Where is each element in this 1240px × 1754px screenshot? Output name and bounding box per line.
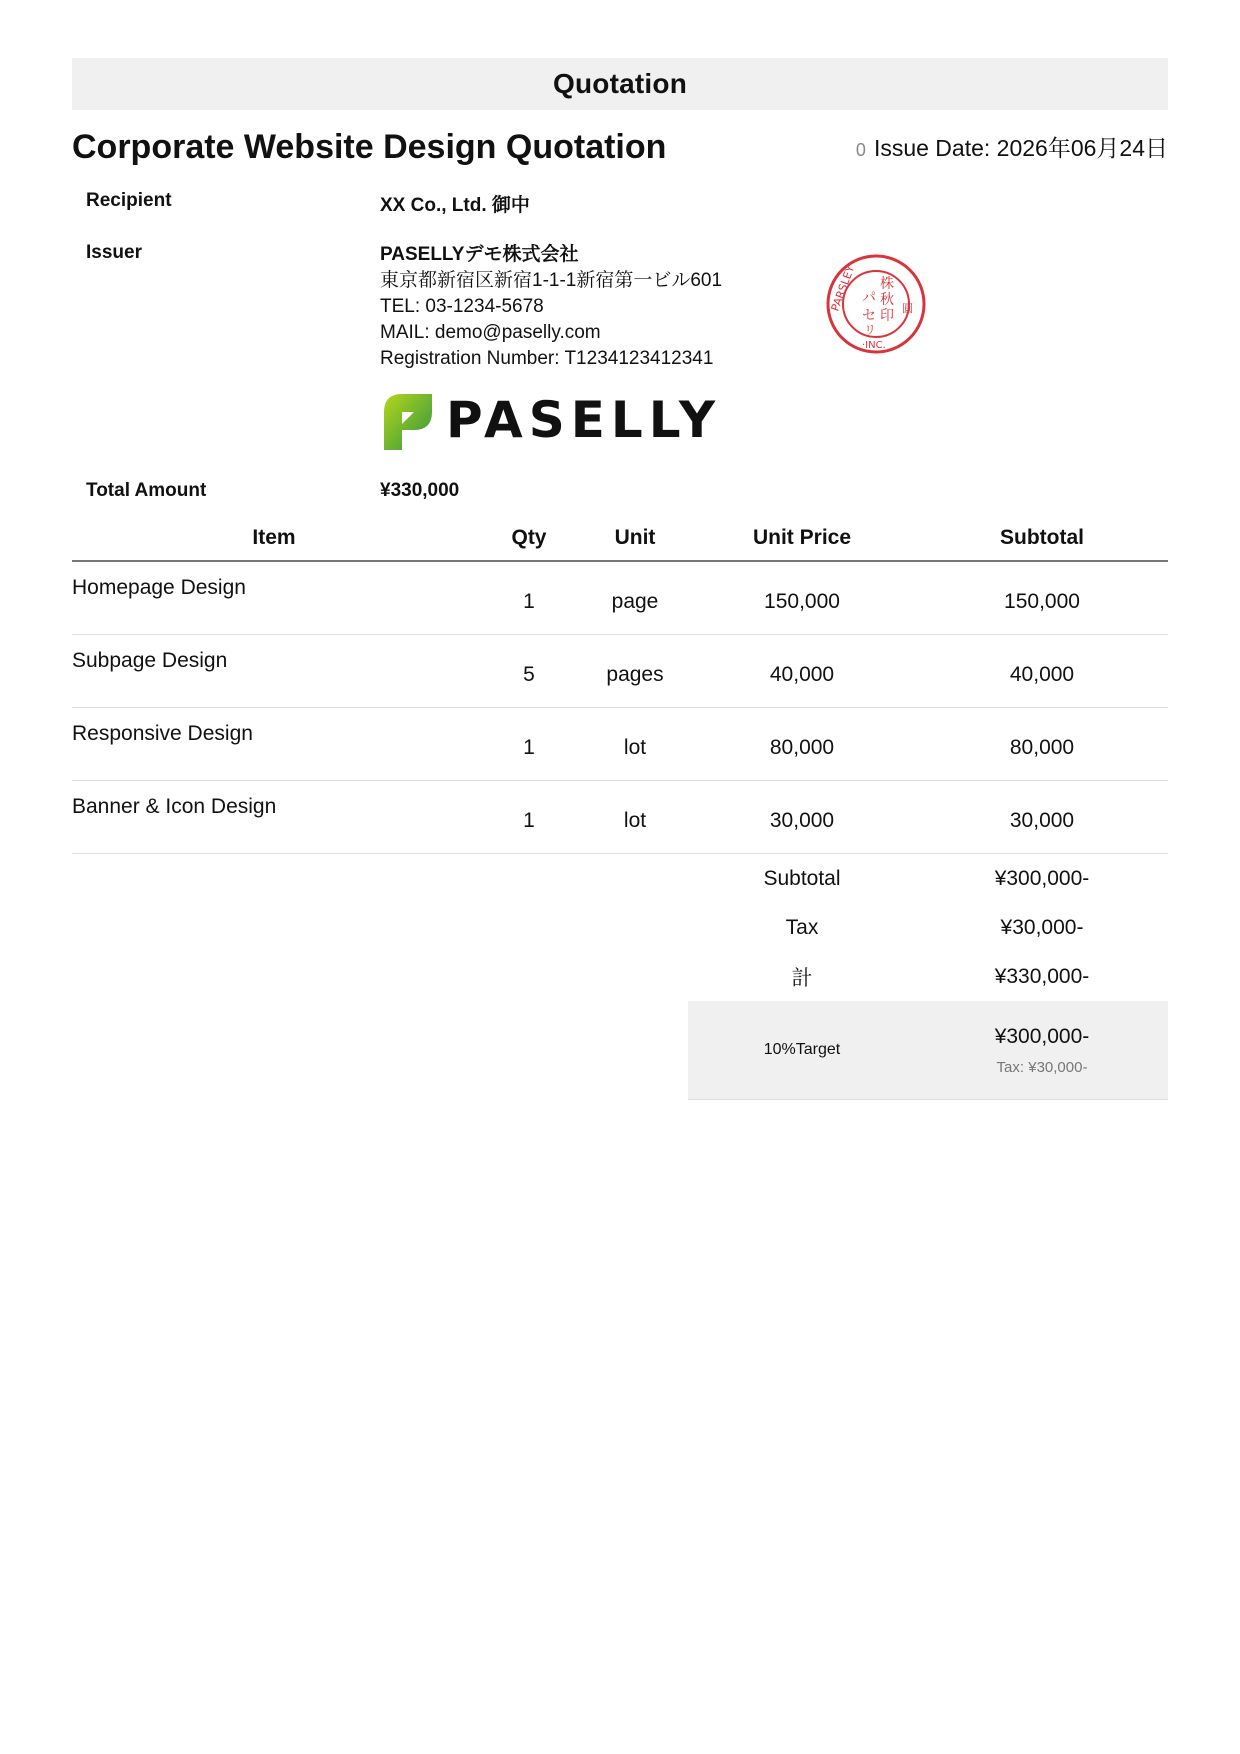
svg-text:圓: 圓 xyxy=(902,302,913,315)
issuer-tel: TEL: 03-1234-5678 xyxy=(380,296,544,317)
svg-text:·INC.: ·INC. xyxy=(862,340,886,351)
quotation-page xyxy=(72,58,1168,1100)
issue-date: Issue Date: 2026年06月24日 xyxy=(873,135,1168,161)
row-qty: 1 xyxy=(476,781,582,854)
row-unit-price: 80,000 xyxy=(688,708,916,781)
tax-breakdown-values xyxy=(916,1001,1168,1099)
header-subtotal: Subtotal xyxy=(916,516,1168,561)
issuer-label: Issuer xyxy=(86,242,142,263)
row-item: Homepage Design xyxy=(72,561,476,635)
grand-total-row xyxy=(688,952,1168,1001)
row-item: Responsive Design xyxy=(72,708,476,781)
title-row xyxy=(72,110,1168,190)
document-banner: Quotation xyxy=(72,58,1168,110)
svg-text:リ: リ xyxy=(864,323,877,337)
issue-date-block xyxy=(856,130,1168,163)
issuer-name: PASELLYデモ株式会社 xyxy=(380,244,579,265)
issuer-block xyxy=(380,242,722,472)
row-unit-price: 30,000 xyxy=(688,781,916,854)
row-subtotal: 80,000 xyxy=(916,708,1168,781)
row-item: Subpage Design xyxy=(72,635,476,708)
issuer-registration: Registration Number: T1234123412341 xyxy=(380,348,714,369)
svg-text:パ: パ xyxy=(862,290,876,306)
row-unit: lot xyxy=(582,708,688,781)
row-qty: 1 xyxy=(476,561,582,635)
items-table-header xyxy=(72,516,1168,561)
items-table xyxy=(72,516,1168,854)
header-qty: Qty xyxy=(476,516,582,561)
row-qty: 5 xyxy=(476,635,582,708)
grand-total-value: ¥330,000- xyxy=(994,964,1090,988)
row-unit-price: 40,000 xyxy=(688,635,916,708)
tax-breakdown xyxy=(688,1001,1168,1100)
tax-value: ¥30,000- xyxy=(1000,915,1084,939)
issuer-address: 東京都新宿区新宿1-1-1新宿第一ビル601 xyxy=(380,270,723,291)
row-unit: lot xyxy=(582,781,688,854)
table-row xyxy=(72,635,1168,708)
company-seal-icon xyxy=(824,252,928,356)
table-row xyxy=(72,781,1168,854)
row-qty: 1 xyxy=(476,708,582,781)
tax-breakdown-tax: Tax: ¥30,000- xyxy=(996,1058,1088,1076)
svg-text:印: 印 xyxy=(880,308,894,324)
total-amount-row xyxy=(72,480,1168,516)
tax-breakdown-amount: ¥300,000- xyxy=(994,1024,1090,1048)
issuer-mail: MAIL: demo@paselly.com xyxy=(380,322,601,343)
svg-text:PARSLEY: PARSLEY xyxy=(828,263,858,314)
row-unit-price: 150,000 xyxy=(688,561,916,635)
svg-text:秋: 秋 xyxy=(880,292,894,308)
issue-number: 0 xyxy=(855,140,866,160)
totals-section xyxy=(688,854,1168,1100)
recipient-label: Recipient xyxy=(86,190,172,211)
tax-label: Tax xyxy=(785,915,819,939)
grand-total-label: 計 xyxy=(791,966,813,990)
row-unit: page xyxy=(582,561,688,635)
row-subtotal: 150,000 xyxy=(916,561,1168,635)
total-amount-value: ¥330,000 xyxy=(380,480,460,501)
row-subtotal: 40,000 xyxy=(916,635,1168,708)
table-row xyxy=(72,561,1168,635)
subtotal-value: ¥300,000- xyxy=(994,866,1090,890)
tax-row xyxy=(688,903,1168,952)
header-unit-price: Unit Price xyxy=(688,516,916,561)
logo-leaf-icon xyxy=(380,390,436,450)
document-title: Corporate Website Design Quotation xyxy=(72,128,667,166)
subtotal-row xyxy=(688,854,1168,903)
header-unit: Unit xyxy=(582,516,688,561)
issuer-row xyxy=(72,242,1168,472)
row-unit: pages xyxy=(582,635,688,708)
logo-wordmark: PASELLY xyxy=(446,391,722,449)
recipient-value: XX Co., Ltd. 御中 xyxy=(380,195,530,216)
recipient-row xyxy=(72,190,1168,242)
header-item: Item xyxy=(72,516,476,561)
row-item: Banner & Icon Design xyxy=(72,781,476,854)
table-row xyxy=(72,708,1168,781)
svg-text:セ: セ xyxy=(862,308,876,324)
company-logo xyxy=(380,388,722,452)
row-subtotal: 30,000 xyxy=(916,781,1168,854)
svg-text:株: 株 xyxy=(880,276,894,292)
subtotal-label: Subtotal xyxy=(763,866,841,890)
tax-breakdown-label: 10%Target xyxy=(763,1041,841,1058)
total-amount-label: Total Amount xyxy=(86,480,207,501)
